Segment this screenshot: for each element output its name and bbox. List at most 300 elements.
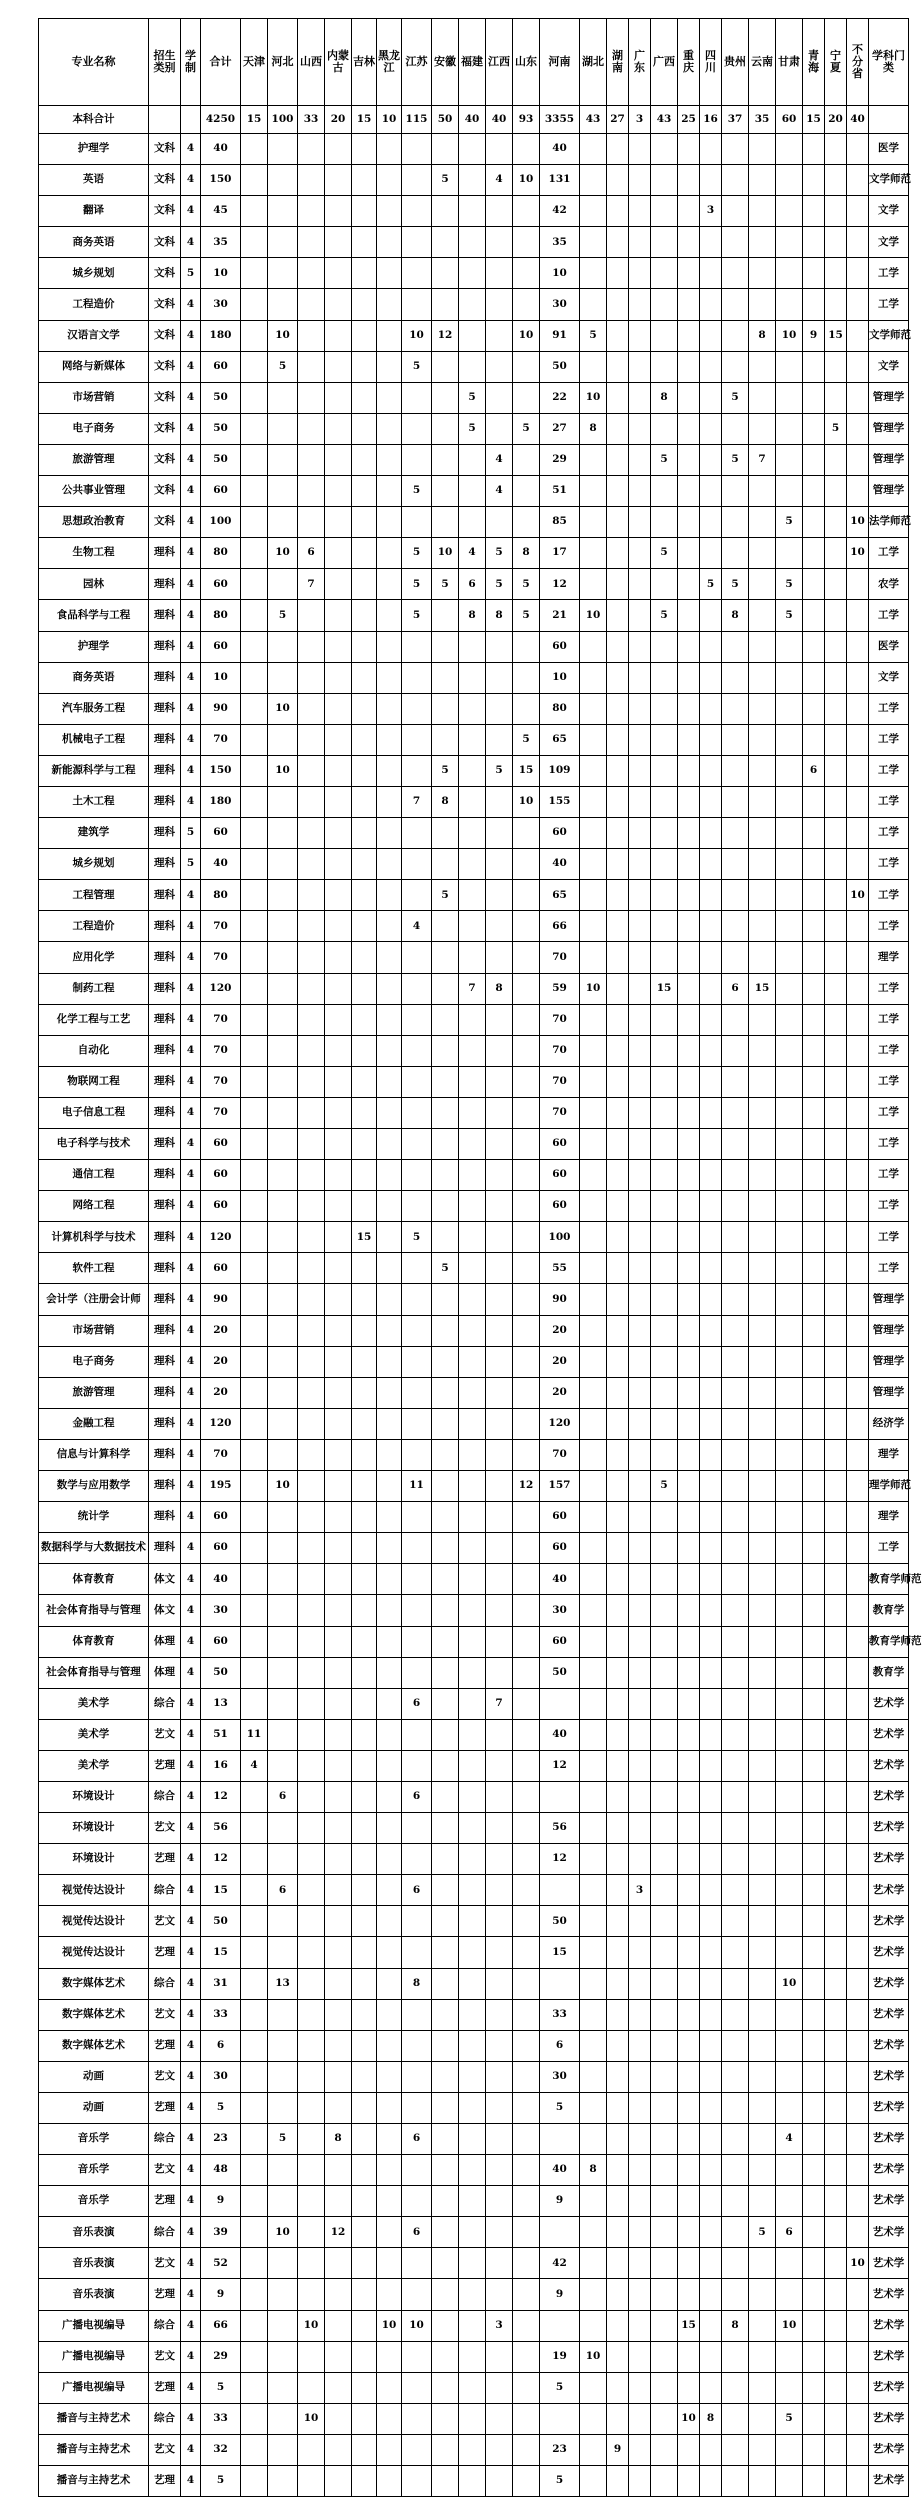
discipline-cell: 管理学 <box>869 1377 909 1408</box>
major-name: 社会体育指导与管理 <box>39 1657 149 1688</box>
duration-cell: 4 <box>181 2310 201 2341</box>
province-cell <box>847 724 869 755</box>
province-cell <box>847 1813 869 1844</box>
province-cell <box>607 1937 629 1968</box>
province-cell <box>776 2186 803 2217</box>
major-name: 自动化 <box>39 1035 149 1066</box>
province-cell <box>325 165 352 196</box>
province-cell <box>678 1439 700 1470</box>
province-cell <box>803 1875 825 1906</box>
province-cell <box>776 1408 803 1439</box>
duration-cell: 4 <box>181 880 201 911</box>
province-cell <box>776 662 803 693</box>
province-cell <box>352 1346 377 1377</box>
total-cell: 100 <box>201 507 241 538</box>
major-name: 物联网工程 <box>39 1066 149 1097</box>
province-cell <box>825 1564 847 1595</box>
province-cell: 11 <box>241 1719 268 1750</box>
province-cell <box>241 2186 268 2217</box>
province-cell <box>513 911 540 942</box>
province-cell <box>513 1191 540 1222</box>
province-cell <box>776 413 803 444</box>
province-cell: 5 <box>402 476 432 507</box>
table-row <box>39 1408 909 1439</box>
major-name: 网络工程 <box>39 1191 149 1222</box>
discipline-cell: 艺术学 <box>869 2030 909 2061</box>
major-name: 制药工程 <box>39 973 149 1004</box>
province-cell <box>298 1564 325 1595</box>
discipline-cell: 工学 <box>869 724 909 755</box>
province-cell <box>241 973 268 1004</box>
province-cell <box>459 755 486 786</box>
province-cell <box>241 2403 268 2434</box>
province-cell <box>722 2279 749 2310</box>
province-cell <box>402 382 432 413</box>
province-cell <box>749 2155 776 2186</box>
province-cell <box>749 258 776 289</box>
province-cell <box>776 911 803 942</box>
province-cell <box>459 1564 486 1595</box>
province-cell: 4 <box>402 911 432 942</box>
province-cell: 5 <box>432 1253 459 1284</box>
duration-cell: 4 <box>181 1937 201 1968</box>
province-cell <box>459 2061 486 2092</box>
province-cell <box>486 1471 513 1502</box>
province-cell <box>513 2310 540 2341</box>
province-cell <box>825 1719 847 1750</box>
province-cell <box>268 2403 298 2434</box>
province-cell <box>825 1688 847 1719</box>
province-cell <box>241 1191 268 1222</box>
total-cell: 45 <box>201 196 241 227</box>
duration-cell: 4 <box>181 351 201 382</box>
province-cell <box>678 2248 700 2279</box>
province-cell <box>432 942 459 973</box>
province-cell: 10 <box>268 538 298 569</box>
province-cell <box>513 1626 540 1657</box>
province-cell <box>241 444 268 475</box>
major-name: 电子信息工程 <box>39 1097 149 1128</box>
province-cell <box>678 2434 700 2465</box>
province-cell <box>607 2341 629 2372</box>
province-cell <box>700 507 722 538</box>
province-cell <box>678 1688 700 1719</box>
province-cell <box>459 2186 486 2217</box>
province-cell <box>432 2155 459 2186</box>
province-cell <box>486 1719 513 1750</box>
province-cell <box>825 1781 847 1812</box>
province-cell <box>607 1346 629 1377</box>
category-cell: 综合 <box>149 1781 181 1812</box>
province-cell <box>722 2466 749 2497</box>
province-cell <box>825 1160 847 1191</box>
province-cell <box>241 1968 268 1999</box>
province-cell <box>513 2061 540 2092</box>
province-cell <box>629 2092 651 2123</box>
province-cell <box>459 2466 486 2497</box>
province-cell <box>700 1129 722 1160</box>
province-cell <box>268 2155 298 2186</box>
province-cell <box>325 1844 352 1875</box>
category-cell: 艺理 <box>149 2030 181 2061</box>
province-cell: 6 <box>402 1875 432 1906</box>
province-cell: 6 <box>402 1781 432 1812</box>
province-cell <box>607 1906 629 1937</box>
province-cell <box>268 1191 298 1222</box>
duration-cell: 4 <box>181 1253 201 1284</box>
province-cell <box>678 1097 700 1128</box>
total-cell: 33 <box>298 106 325 134</box>
province-cell <box>651 1844 678 1875</box>
province-cell <box>700 165 722 196</box>
province-cell <box>325 693 352 724</box>
category-cell: 理科 <box>149 1191 181 1222</box>
province-cell <box>377 2124 402 2155</box>
province-cell <box>651 1004 678 1035</box>
province-cell <box>776 1657 803 1688</box>
province-cell <box>352 2124 377 2155</box>
duration-cell: 4 <box>181 600 201 631</box>
province-cell <box>513 258 540 289</box>
province-cell <box>607 320 629 351</box>
province-cell <box>776 2092 803 2123</box>
province-cell <box>459 1284 486 1315</box>
province-cell <box>580 1284 607 1315</box>
province-cell <box>749 1502 776 1533</box>
province-cell <box>847 2030 869 2061</box>
province-cell <box>486 382 513 413</box>
province-cell <box>377 444 402 475</box>
province-cell: 8 <box>432 786 459 817</box>
table-row <box>39 227 909 258</box>
total-cell: 40 <box>847 106 869 134</box>
province-cell: 91 <box>540 320 580 351</box>
total-cell: 5 <box>201 2466 241 2497</box>
province-cell <box>847 1844 869 1875</box>
province-cell: 5 <box>459 413 486 444</box>
province-cell <box>402 1439 432 1470</box>
category-cell: 文科 <box>149 196 181 227</box>
province-cell: 131 <box>540 165 580 196</box>
province-cell <box>803 1937 825 1968</box>
province-cell <box>352 2030 377 2061</box>
province-cell <box>700 600 722 631</box>
province-cell <box>298 1875 325 1906</box>
duration-cell: 4 <box>181 1657 201 1688</box>
province-cell <box>607 2061 629 2092</box>
province-cell <box>607 413 629 444</box>
province-cell <box>298 165 325 196</box>
province-cell <box>722 1097 749 1128</box>
province-cell: 5 <box>432 880 459 911</box>
category-cell: 综合 <box>149 2403 181 2434</box>
province-cell <box>513 1937 540 1968</box>
province-cell <box>352 1315 377 1346</box>
province-cell <box>325 1595 352 1626</box>
category-cell: 体理 <box>149 1657 181 1688</box>
province-cell <box>298 1750 325 1781</box>
province-cell <box>352 165 377 196</box>
province-cell <box>459 1626 486 1657</box>
province-cell <box>803 1004 825 1035</box>
province-cell <box>651 2279 678 2310</box>
province-cell <box>402 1906 432 1937</box>
major-name: 市场营销 <box>39 1315 149 1346</box>
province-cell <box>607 1595 629 1626</box>
category-cell: 艺文 <box>149 1999 181 2030</box>
province-cell <box>402 1253 432 1284</box>
province-cell <box>402 1750 432 1781</box>
province-cell <box>678 2155 700 2186</box>
province-cell <box>352 2403 377 2434</box>
province-cell <box>268 227 298 258</box>
province-cell <box>268 2279 298 2310</box>
province-cell <box>651 1315 678 1346</box>
province-cell <box>629 1750 651 1781</box>
province-cell <box>459 1968 486 1999</box>
province-cell <box>803 538 825 569</box>
province-cell <box>803 1719 825 1750</box>
province-cell <box>325 1253 352 1284</box>
province-cell <box>629 693 651 724</box>
province-cell <box>325 662 352 693</box>
province-cell <box>352 1129 377 1160</box>
discipline-cell: 工学 <box>869 818 909 849</box>
province-cell <box>513 196 540 227</box>
province-cell <box>432 1097 459 1128</box>
duration-cell: 4 <box>181 1004 201 1035</box>
province-cell <box>298 880 325 911</box>
province-cell <box>722 2124 749 2155</box>
province-cell <box>607 1035 629 1066</box>
category-cell: 理科 <box>149 693 181 724</box>
total-cell: 150 <box>201 165 241 196</box>
province-cell: 10 <box>298 2310 325 2341</box>
province-cell <box>651 755 678 786</box>
province-cell <box>847 1471 869 1502</box>
province-cell <box>325 631 352 662</box>
province-cell <box>607 1533 629 1564</box>
province-cell: 10 <box>432 538 459 569</box>
discipline-cell: 管理学 <box>869 444 909 475</box>
province-cell <box>432 2248 459 2279</box>
table-row <box>39 351 909 382</box>
category-cell: 理科 <box>149 1439 181 1470</box>
province-cell <box>268 1844 298 1875</box>
province-cell <box>776 351 803 382</box>
province-cell <box>847 1657 869 1688</box>
province-cell: 8 <box>722 600 749 631</box>
province-cell <box>847 1626 869 1657</box>
discipline-cell: 艺术学 <box>869 2434 909 2465</box>
province-cell <box>607 1004 629 1035</box>
province-cell <box>749 1688 776 1719</box>
province-cell <box>513 942 540 973</box>
major-name: 数学与应用数学 <box>39 1471 149 1502</box>
duration-cell: 4 <box>181 631 201 662</box>
table-row <box>39 382 909 413</box>
province-cell <box>459 1533 486 1564</box>
province-cell <box>377 818 402 849</box>
province-cell <box>803 1471 825 1502</box>
province-cell <box>377 2248 402 2279</box>
discipline-cell: 艺术学 <box>869 1999 909 2030</box>
province-cell <box>580 476 607 507</box>
province-cell <box>651 2248 678 2279</box>
province-cell <box>847 2372 869 2403</box>
province-cell <box>722 320 749 351</box>
province-cell <box>847 351 869 382</box>
province-cell <box>241 538 268 569</box>
province-cell <box>825 165 847 196</box>
province-cell <box>513 1004 540 1035</box>
total-cell: 10 <box>377 106 402 134</box>
province-cell <box>432 1906 459 1937</box>
province-cell <box>580 2124 607 2155</box>
province-cell <box>352 786 377 817</box>
province-cell <box>803 569 825 600</box>
province-cell <box>700 1937 722 1968</box>
province-cell <box>651 476 678 507</box>
province-cell <box>325 227 352 258</box>
province-cell <box>825 1035 847 1066</box>
province-cell <box>432 2372 459 2403</box>
province-cell <box>776 1937 803 1968</box>
province-cell <box>607 351 629 382</box>
table-row <box>39 818 909 849</box>
province-cell <box>298 755 325 786</box>
province-cell <box>540 1781 580 1812</box>
province-cell <box>722 2372 749 2403</box>
province-cell <box>629 1844 651 1875</box>
province-cell <box>825 444 847 475</box>
province-cell <box>825 569 847 600</box>
total-cell: 29 <box>201 2341 241 2372</box>
province-cell <box>776 1004 803 1035</box>
province-cell <box>486 1781 513 1812</box>
category-cell: 综合 <box>149 1688 181 1719</box>
province-cell <box>298 1315 325 1346</box>
header-cell: 江西 <box>486 19 513 106</box>
major-name: 体育教育 <box>39 1564 149 1595</box>
province-cell: 10 <box>402 320 432 351</box>
total-cell: 60 <box>201 1253 241 1284</box>
province-cell <box>580 2030 607 2061</box>
discipline-cell: 文学师范 <box>869 165 909 196</box>
province-cell <box>325 1315 352 1346</box>
province-cell: 20 <box>540 1377 580 1408</box>
province-cell <box>486 1906 513 1937</box>
province-cell <box>377 165 402 196</box>
province-cell <box>325 1719 352 1750</box>
province-cell <box>580 1875 607 1906</box>
province-cell <box>402 1129 432 1160</box>
province-cell <box>722 631 749 662</box>
province-cell <box>722 351 749 382</box>
total-cell: 15 <box>201 1875 241 1906</box>
province-cell <box>352 289 377 320</box>
province-cell <box>847 1781 869 1812</box>
province-cell <box>298 507 325 538</box>
category-cell: 艺理 <box>149 2186 181 2217</box>
total-cell: 5 <box>201 2372 241 2403</box>
province-cell <box>432 2341 459 2372</box>
province-cell <box>352 911 377 942</box>
discipline-cell: 艺术学 <box>869 2279 909 2310</box>
province-cell <box>580 849 607 880</box>
province-cell <box>629 973 651 1004</box>
total-cell: 60 <box>201 569 241 600</box>
province-cell <box>325 1564 352 1595</box>
total-cell: 80 <box>201 880 241 911</box>
province-cell <box>825 538 847 569</box>
province-cell <box>803 818 825 849</box>
enrollment-plan-sheet <box>38 18 922 2497</box>
province-cell: 10 <box>513 320 540 351</box>
category-cell: 理科 <box>149 662 181 693</box>
province-cell <box>678 538 700 569</box>
province-cell: 8 <box>513 538 540 569</box>
province-cell <box>700 1408 722 1439</box>
province-cell <box>722 134 749 165</box>
total-cell: 48 <box>201 2155 241 2186</box>
province-cell <box>540 1968 580 1999</box>
province-cell <box>241 134 268 165</box>
province-cell <box>377 1875 402 1906</box>
province-cell <box>629 1502 651 1533</box>
province-cell <box>432 382 459 413</box>
province-cell <box>700 880 722 911</box>
total-cell: 23 <box>201 2124 241 2155</box>
category-cell: 体文 <box>149 1564 181 1595</box>
province-cell <box>651 165 678 196</box>
province-cell: 10 <box>678 2403 700 2434</box>
province-cell <box>776 134 803 165</box>
province-cell <box>607 476 629 507</box>
province-cell <box>298 134 325 165</box>
province-cell: 5 <box>268 351 298 382</box>
province-cell <box>776 1626 803 1657</box>
category-cell: 理科 <box>149 538 181 569</box>
province-cell <box>580 196 607 227</box>
province-cell <box>268 786 298 817</box>
province-cell <box>486 2124 513 2155</box>
province-cell <box>377 1502 402 1533</box>
province-cell <box>749 507 776 538</box>
province-cell <box>432 258 459 289</box>
province-cell <box>629 1346 651 1377</box>
province-cell <box>352 1066 377 1097</box>
province-cell <box>486 786 513 817</box>
total-cell: 60 <box>201 1533 241 1564</box>
province-cell <box>459 1657 486 1688</box>
province-cell <box>513 1875 540 1906</box>
province-cell <box>847 320 869 351</box>
table-row <box>39 2310 909 2341</box>
province-cell: 40 <box>540 1719 580 1750</box>
province-cell <box>629 569 651 600</box>
province-cell <box>803 1253 825 1284</box>
province-cell <box>377 1626 402 1657</box>
total-label: 本科合计 <box>39 106 149 134</box>
province-cell <box>352 507 377 538</box>
province-cell <box>513 1408 540 1439</box>
discipline-cell: 管理学 <box>869 1284 909 1315</box>
province-cell <box>607 2155 629 2186</box>
province-cell <box>749 1844 776 1875</box>
table-row <box>39 1813 909 1844</box>
header-cell: 山东 <box>513 19 540 106</box>
